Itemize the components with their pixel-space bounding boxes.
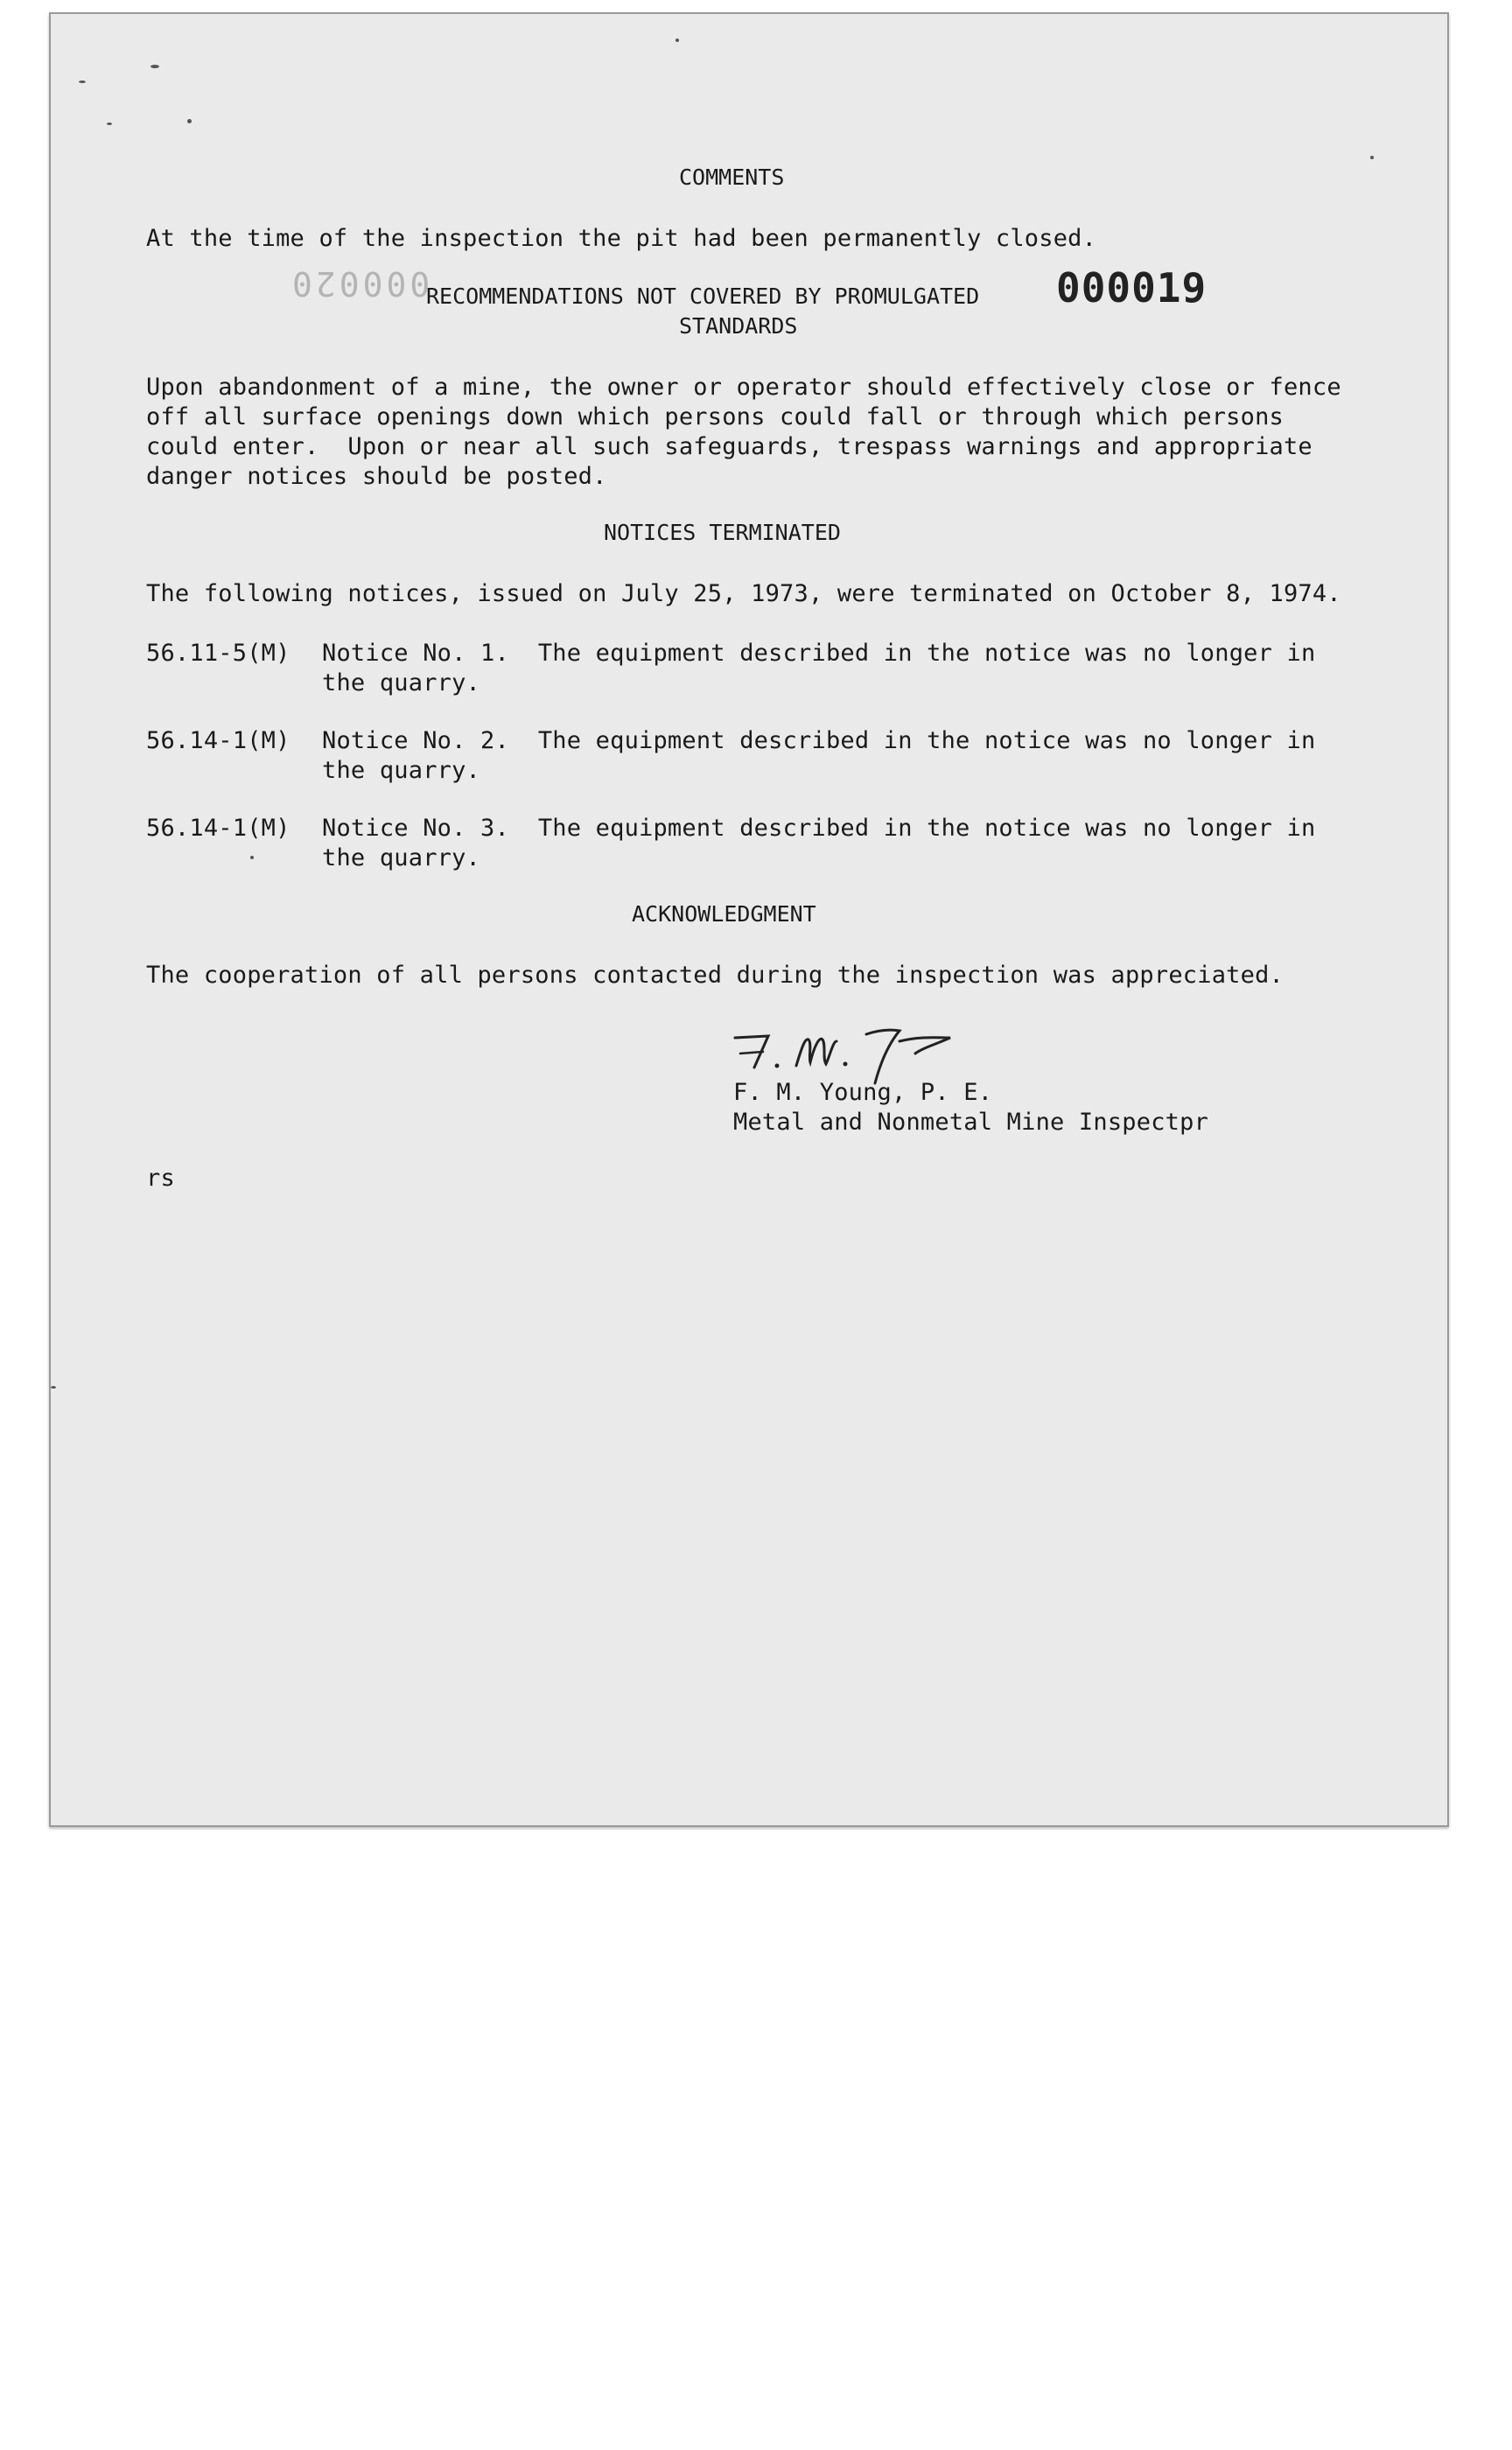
notice-code: 56.11-5(M) — [146, 640, 290, 667]
comments-text: At the time of the inspection the pit had been permanently closed. — [146, 225, 1097, 252]
notice-text: the quarry. — [322, 669, 481, 696]
notice-text: the quarry. — [322, 757, 481, 784]
acknowledgment-text: The cooperation of all persons contacted during the inspection was appreciated. — [146, 962, 1284, 989]
scan-speck — [79, 80, 86, 83]
notice-text: Notice No. 3. The equipment described in the notice was no longer in — [322, 815, 1316, 842]
recommendations-line: off all surface openings down which persons could fall or through which persons — [146, 403, 1284, 430]
recommendations-line: could enter. Upon or near all such safeguards, trespass warnings and appropriate — [146, 433, 1312, 460]
notice-text: the quarry. — [322, 844, 481, 872]
scan-speck — [676, 38, 679, 42]
recommendations-heading: RECOMMENDATIONS NOT COVERED BY PROMULGATED — [426, 284, 980, 309]
notices-heading: NOTICES TERMINATED — [604, 520, 841, 545]
scan-speck — [51, 1386, 56, 1389]
recommendations-line: Upon abandonment of a mine, the owner or operator should effectively close or fence — [146, 374, 1341, 401]
typist-initials: rs — [146, 1165, 175, 1192]
signer-title: Metal and Nonmetal Mine Inspectpr — [733, 1109, 1209, 1136]
recommendations-heading-standards: STANDARDS — [679, 313, 798, 339]
notice-text: Notice No. 2. The equipment described in the notice was no longer in — [322, 727, 1316, 754]
acknowledgment-heading: ACKNOWLEDGMENT — [632, 901, 816, 927]
notice-code: 56.14-1(M) — [146, 727, 290, 754]
notice-text: Notice No. 1. The equipment described in the notice was no longer in — [322, 640, 1316, 667]
scan-speck — [150, 65, 159, 68]
comments-heading: COMMENTS — [679, 164, 785, 190]
scan-speck — [250, 856, 254, 859]
page-number-stamp-faint: 000020 — [289, 264, 430, 303]
signer-name: F. M. Young, P. E. — [733, 1079, 993, 1106]
recommendations-line: danger notices should be posted. — [146, 463, 607, 490]
scan-speck — [187, 119, 192, 123]
scan-speck — [107, 122, 112, 125]
notice-code: 56.14-1(M) — [146, 815, 290, 842]
scan-speck — [1370, 156, 1374, 159]
page-number-stamp: 000019 — [1056, 264, 1208, 312]
notices-intro: The following notices, issued on July 25, 1973, were terminated on October 8, 1974. — [146, 580, 1341, 607]
